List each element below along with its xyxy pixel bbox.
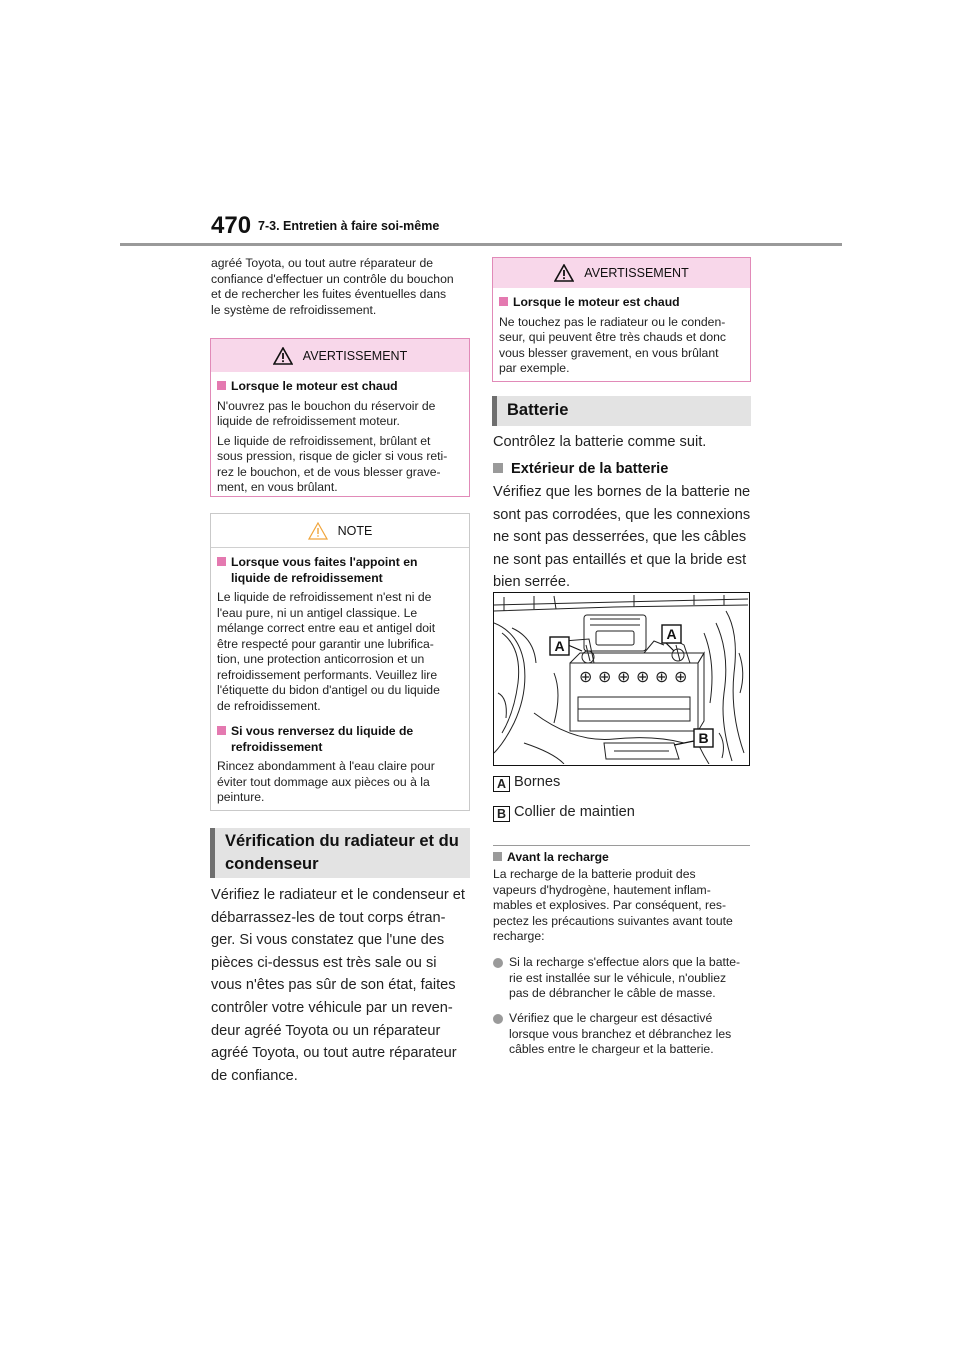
engine-bay-drawing: [494, 593, 748, 764]
note-paragraph: [217, 759, 463, 806]
text-line: recharge:: [493, 929, 545, 943]
text-line: Vérifiez que le chargeur est désactivé: [509, 1011, 713, 1025]
text-line: confiance d'effectuer un contrôle du bouchon: [211, 271, 454, 286]
square-bullet-icon: [217, 557, 226, 566]
callout-b: [674, 729, 713, 747]
text-line: et de rechercher les fuites éventuelles dans: [211, 287, 447, 301]
section-heading-battery: [492, 396, 751, 426]
text-line: l'étiquette du bidon d'antigel ou du liquide: [217, 683, 440, 697]
warning-header: [211, 339, 469, 372]
note-title: NOTE: [337, 523, 373, 538]
charging-bullet: [493, 1011, 755, 1058]
warning-subhead: [217, 379, 463, 395]
text-line: La recharge de la batterie produit des: [493, 867, 696, 881]
text-line: Le liquide de refroidissement, brûlant et: [217, 433, 431, 448]
text-line: de refroidissement.: [217, 698, 321, 713]
warning-title: AVERTISSEMENT: [584, 266, 689, 280]
subhead-text: Avant la recharge: [507, 850, 609, 864]
text-line: sous pression, risque de gicler si vous reti-: [217, 449, 448, 463]
text-line: lorsque vous branchez et débranchez les: [509, 1026, 732, 1041]
text-line: Vérifiez que les bornes de la batterie ne: [493, 484, 751, 500]
plus-mark-icon: ⊕: [636, 667, 650, 686]
charging-subhead: [493, 850, 609, 866]
subhead-text: Extérieur de la batterie: [511, 461, 669, 477]
square-bullet-icon: [499, 297, 508, 306]
text-line: sont pas corrodées, que les connexions: [493, 506, 751, 523]
callout-a-right: [662, 625, 681, 651]
legend-item-terminals: [493, 774, 560, 792]
text-line: Si la recharge s'effectue alors que la batte-: [509, 955, 741, 969]
plus-mark-icon: ⊕: [598, 667, 612, 686]
square-bullet-icon: [217, 381, 226, 390]
subhead-text: refroidissement: [231, 739, 323, 754]
battery-intro: Contrôlez la batterie comme suit.: [493, 434, 707, 450]
circle-bullet-icon: [493, 958, 503, 968]
section-heading-radiator: [210, 828, 470, 878]
legend-text: Bornes: [514, 774, 561, 790]
note-header: [211, 514, 469, 548]
charging-paragraph: [493, 867, 755, 945]
text-line: refroidissement performants. Veuillez lire: [217, 667, 438, 682]
text-line: rie est installée sur le véhicule, n'oubliez: [509, 970, 727, 985]
warning-paragraph: [499, 315, 744, 377]
battery-subhead: [493, 458, 668, 480]
warning-title: AVERTISSEMENT: [302, 348, 408, 363]
warning-box-radiator-hot: [492, 257, 751, 382]
warning-paragraph: [217, 399, 463, 430]
plus-mark-icon: ⊕: [674, 667, 688, 686]
page-number: 470: [211, 212, 252, 239]
text-line: liquide de refroidissement moteur.: [217, 414, 400, 428]
note-subhead: [217, 724, 463, 755]
text-line: deur agréé Toyota ou un réparateur: [211, 1022, 441, 1039]
text-line: seur, qui peuvent être très chauds et donc: [499, 330, 726, 344]
heading-line: condenseur: [225, 855, 319, 873]
text-line: de confiance.: [211, 1067, 298, 1084]
battery-illustration: [493, 592, 750, 766]
text-line: ne sont pas entaillés et que la bride est: [493, 551, 747, 568]
subhead-text: Lorsque vous faites l'appoint en: [231, 555, 418, 569]
warning-box-engine-hot: [210, 338, 470, 497]
divider: [493, 845, 750, 846]
warning-triangle-icon: [554, 264, 574, 282]
callout-label: A: [554, 638, 565, 654]
warning-paragraph: [217, 434, 463, 496]
text-line: vapeurs d'hydrogène, hautement inflam-: [493, 882, 711, 897]
callout-label: A: [666, 626, 677, 642]
legend-key: A: [493, 776, 510, 792]
text-line: tion, une protection anticorrosion et un: [217, 652, 425, 666]
battery-plus-marks: [579, 667, 687, 686]
note-paragraph: [217, 590, 463, 714]
text-line: vous n'êtes pas sûr de son état, faites: [211, 977, 456, 994]
text-line: bien serrée.: [493, 574, 571, 591]
text-line: agréé Toyota, ou tout autre réparateur de: [211, 256, 434, 270]
subhead-text: Si vous renversez du liquide de: [231, 724, 414, 738]
text-line: ger. Si vous constatez que l'une des: [211, 932, 445, 949]
text-line: agréé Toyota, ou tout autre réparateur: [211, 1045, 457, 1062]
text-line: rez le bouchon, et de vous blesser grave-: [217, 464, 441, 479]
text-line: par exemple.: [499, 361, 570, 375]
warning-subhead: [499, 295, 744, 311]
chapter-title: 7-3. Entretien à faire soi-même: [258, 219, 440, 233]
warning-header: [493, 258, 750, 288]
legend-text: Collier de maintien: [514, 804, 635, 820]
warning-triangle-icon: [273, 347, 293, 365]
callout-label: B: [698, 730, 709, 746]
text-line: peinture.: [217, 790, 265, 804]
square-bullet-icon: [493, 463, 503, 473]
square-bullet-icon: [493, 852, 502, 861]
subhead-text: Lorsque le moteur est chaud: [231, 379, 398, 393]
caution-triangle-icon: [308, 522, 328, 540]
text-line: ment, en vous brûlant.: [217, 480, 338, 494]
text-line: Vérifiez le radiateur et le condenseur et: [211, 887, 465, 903]
text-line: pas de débrancher le câble de masse.: [509, 986, 716, 1000]
legend-key: B: [493, 806, 510, 822]
text-line: contrôler votre véhicule par un reven-: [211, 999, 453, 1016]
text-line: pièces ci-dessus est très sale ou si: [211, 954, 437, 971]
text-line: être respecté pour garantir une lubrifica-: [217, 636, 434, 651]
text-line: pectez les précautions suivantes avant toute: [493, 913, 733, 928]
note-box-coolant: [210, 513, 470, 811]
text-line: câbles entre le chargeur et la batterie.: [509, 1042, 714, 1056]
note-subhead: [217, 555, 463, 586]
charging-bullet: [493, 955, 755, 1002]
text-line: ne sont pas desserrées, que les câbles: [493, 529, 747, 546]
text-line: le système de refroidissement.: [211, 302, 377, 317]
square-bullet-icon: [217, 726, 226, 735]
text-line: Rincez abondamment à l'eau claire pour: [217, 759, 435, 773]
radiator-paragraph: [211, 884, 473, 1087]
text-line: N'ouvrez pas le bouchon du réservoir de: [217, 398, 436, 413]
text-line: vous blesser gravement, en vous brûlant: [499, 345, 719, 360]
text-line: mables et explosives. Par conséquent, res-: [493, 898, 727, 912]
heading-line: Vérification du radiateur et du: [225, 832, 459, 850]
legend-item-clamp: [493, 804, 635, 822]
text-line: éviter tout dommage aux pièces ou à la: [217, 774, 430, 789]
header-rule: [120, 243, 842, 246]
circle-bullet-icon: [493, 1014, 503, 1024]
subhead-text: Lorsque le moteur est chaud: [513, 295, 680, 309]
battery-paragraph: [493, 481, 755, 594]
text-line: débarrassez-les de tout corps étran-: [211, 909, 446, 926]
text-line: l'eau pure, ni un antigel classique. Le: [217, 605, 418, 620]
plus-mark-icon: ⊕: [655, 667, 669, 686]
heading-line: Batterie: [507, 401, 569, 419]
text-line: Le liquide de refroidissement n'est ni de: [217, 590, 432, 604]
intro-paragraph: [211, 256, 473, 318]
text-line: Ne touchez pas le radiateur ou le conden-: [499, 314, 726, 329]
text-line: mélange correct entre eau et antigel doit: [217, 621, 436, 635]
subhead-text: liquide de refroidissement: [231, 570, 383, 585]
plus-mark-icon: ⊕: [617, 667, 631, 686]
plus-mark-icon: ⊕: [579, 667, 593, 686]
